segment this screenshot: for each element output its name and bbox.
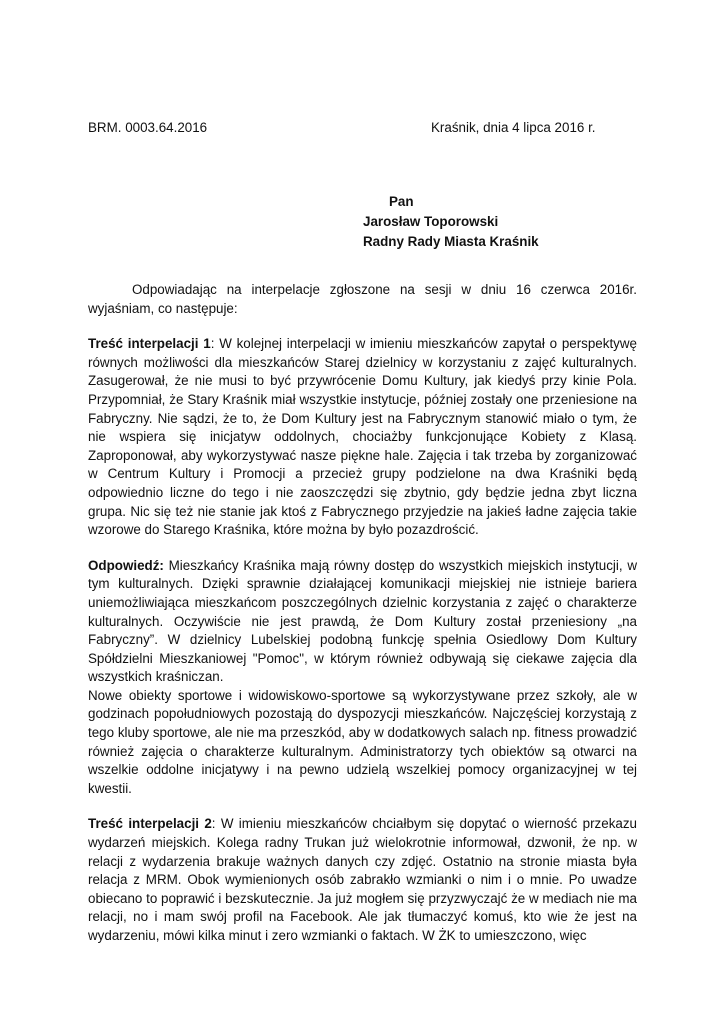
addressee-salutation: Pan [389, 194, 414, 209]
interpellation-2-text: : W imieniu mieszkańców chciałbym się dopytać o wierność przekazu wydarzeń miejskich. Kolega radny Trukan już wielokrotnie informował, dzwonił, że np. w relacji z wydarzenia brakuje ważnych danych czy zdjęć. Ostatnio na stronie miasta była relacja z MRM. Obok wymienionych osób zabrakło wzmianki o nim i o mnie. Po uwadze obiecano to poprawić i bezskutecznie. Ja już mogłem się przyzwyczajć że w mediach nie ma relacji, no i mam swój profil na Facebook. Ale jak tłumaczyć komuś, kto wie że jest na wydarzeniu, mówi kilka minut i zero wzmianki o faktach. W ŻK to umieszczono, więc [88, 816, 637, 943]
answer-1-paragraph [88, 557, 637, 687]
interpellation-1-label: Treść interpelacji 1 [88, 336, 211, 352]
intro-paragraph: Odpowiadając na interpelacje zgłoszone na sesji w dniu 16 czerwca 2016r. wyjaśniam, co następuje: [88, 282, 637, 316]
answer-1-text: Mieszkańcy Kraśnika mają równy dostęp do wszystkich miejskich instytucji, w tym kulturalnych. Dzięki sprawnie działającej komunikacji miejskiej nie istnieje bariera uniemożliwiająca mieszkańcom poszczególnych dzielnic korzystania z zajęć o charakterze kulturalnych. Oczywiście nie jest prawdą, że Dom Kultury został przeniesiony „na Fabryczny”. W dzielnicy Lubelskiej podobną funkcję spełnia Osiedlowy Dom Kultury Spółdzielni Mieszkaniowej "Pomoc", w którym również odbywają się ciekawe zajęcia dla wszystkich kraśniczan. [88, 557, 637, 685]
interpellation-1-paragraph [88, 335, 637, 540]
answer-1-continuation: Nowe obiekty sportowe i widowiskowo-sportowe są wykorzystywane przez szkoły, ale w godzinach popołudniowych pozostają do dyspozycji mieszkańców. Najczęściej korzystają z tego kluby sportowe, ale nie ma przeszkód, aby w dodatkowych salach np. fitness prowadzić również zajęcia o charakterze kulturalnym. Administratorzy tych obiektów są otwarci na wszelkie oddolne inicjatywy i na pewno udzielą wszelkiej pomocy organizacyjnej w tej kwestii. [88, 687, 637, 796]
answer-1-label: Odpowiedź: [88, 557, 164, 573]
addressee-name: Jarosław Toporowski [363, 214, 499, 229]
letter-body [88, 281, 637, 963]
addressee-block [363, 192, 539, 252]
place-and-date: Kraśnik, dnia 4 lipca 2016 r. [431, 120, 596, 135]
interpellation-2-paragraph [88, 815, 637, 945]
interpellation-1-text: : W kolejnej interpelacji w imieniu mieszkańców zapytał o perspektywę równych możliwości dla mieszkańców Starej dzielnicy w korzystaniu z zajęć kulturalnych. Zasugerował, że nie musi to być przywrócenie Domu Kultury, jak kiedyś przy kinie Pola. Przypomniał, że Stary Kraśnik miał wszystkie instytucje, później zostały one przeniesione na Fabryczny. Nie sądzi, że to, że Dom Kultury jest na Fabrycznym stanowić miało o tym, że nie wspiera się inicjatyw oddolnych, chociażby funkcjonujące Kobiety z Klasą. Zaproponował, aby wykorzystywać nasze piękne hale. Zajęcia i tak trzeba by zorganizować w Centrum Kultury i Promocji a przecież grupy podzielone na dwa Kraśniki będą odpowiednio liczne do tego i nie zaoszczędzi się zbytnio, gdy będzie jedna zbyt liczna grupa. Nic się też nie stanie jak ktoś z Fabrycznego przyjedzie na jakieś ładne zajęcia takie wzorowe do Starego Kraśnika, które można by było pozazdrościć. [88, 336, 637, 538]
interpellation-2-label: Treść interpelacji 2 [88, 816, 212, 832]
addressee-role: Radny Rady Miasta Kraśnik [363, 234, 539, 249]
reference-number: BRM. 0003.64.2016 [88, 120, 208, 135]
